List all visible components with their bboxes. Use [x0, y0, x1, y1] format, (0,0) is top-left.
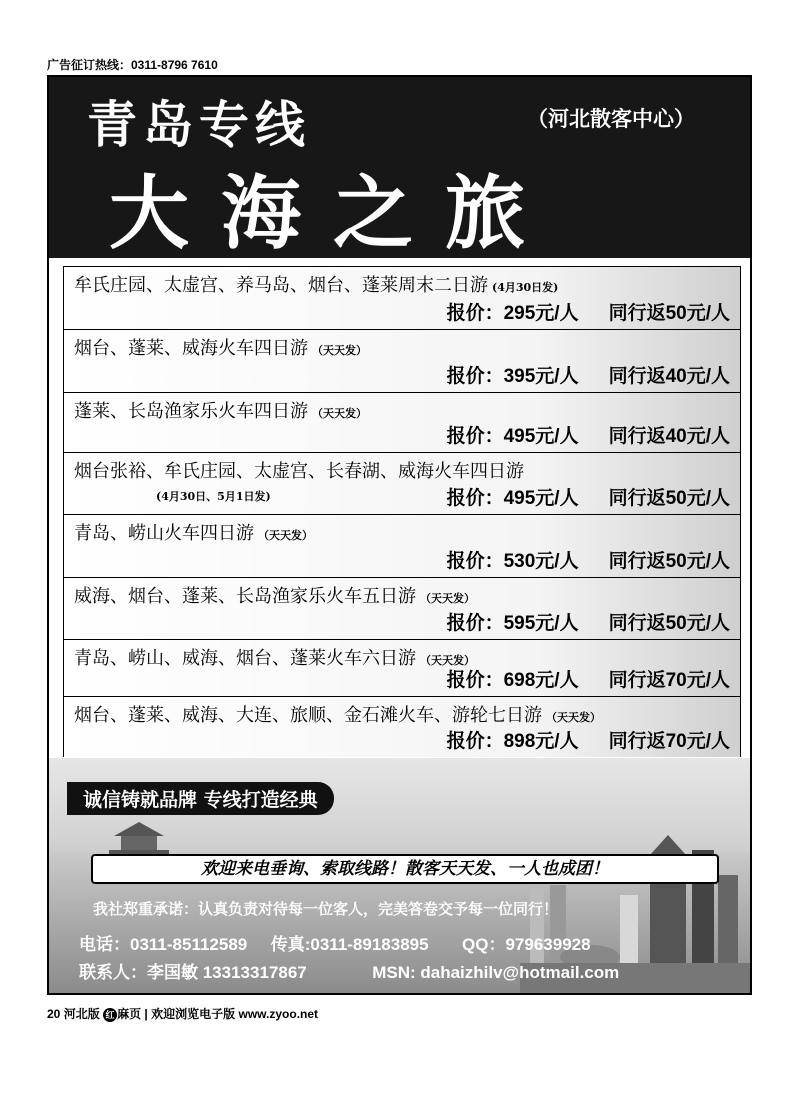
route-price: 报价：295元/人: [446, 303, 579, 324]
welcome-banner: 欢迎来电垂询、索取线路！散客天天发、一人也成团！: [91, 854, 719, 884]
route-note: （天天发）: [420, 654, 475, 667]
route-price: 报价：395元/人: [446, 366, 579, 387]
route-row: [63, 329, 741, 392]
route-note: （天天发）: [420, 592, 475, 605]
ad-hotline: 广告征订热线：0311-8796 7610: [47, 58, 218, 72]
main-title: 大海之旅: [109, 166, 557, 260]
route-note: （天天发）: [258, 529, 313, 542]
msn: MSN: dahaizhilv@hotmail.com: [372, 963, 620, 982]
route-note: （天天发）: [312, 344, 367, 357]
peer-rebate: 同行返40元/人: [608, 426, 730, 447]
page-number: 20: [47, 1007, 61, 1021]
route-row: [63, 392, 741, 452]
route-row: [63, 639, 741, 696]
peer-rebate: 同行返70元/人: [608, 670, 730, 691]
route-price: 报价：595元/人: [446, 613, 579, 634]
route-name: 威海、烟台、蓬莱、长岛渔家乐火车五日游: [74, 586, 416, 607]
route-row: [63, 514, 741, 577]
pavilion-image: [109, 818, 169, 858]
ad-header: [49, 77, 750, 258]
footer-note: 欢迎浏览电子版: [151, 1007, 236, 1021]
peer-rebate: 同行返40元/人: [608, 366, 730, 387]
route-name: 烟台、蓬莱、威海火车四日游: [74, 338, 308, 359]
route-price: 报价：530元/人: [446, 551, 579, 572]
route-price: 报价：495元/人: [446, 426, 579, 447]
route-name: 烟台张裕、牟氏庄园、太虚宫、长春湖、威海火车四日游: [74, 461, 524, 482]
footer-divider: |: [144, 1007, 148, 1021]
route-row: [63, 577, 741, 639]
qq: QQ：979639928: [462, 935, 591, 954]
route-name: 蓬莱、长岛渔家乐火车四日游: [74, 401, 308, 422]
peer-rebate: 同行返50元/人: [608, 488, 730, 509]
slogan-banner: 诚信铸就品牌 专线打造经典: [67, 782, 334, 815]
route-name: 烟台、蓬莱、威海、大连、旅顺、金石滩火车、游轮七日游: [74, 705, 542, 726]
route-price: 报价：698元/人: [446, 670, 579, 691]
peer-rebate: 同行返70元/人: [608, 731, 730, 752]
route-name: 青岛、崂山火车四日游: [74, 523, 254, 544]
page-footer: [47, 1005, 318, 1022]
promise-text: 我社郑重承诺：认真负责对待每一位客人，完美答卷交予每一位同行！: [93, 900, 559, 918]
route-name: 青岛、崂山、威海、烟台、蓬莱火车六日游: [74, 648, 416, 669]
fax: 传真:0311-89183895: [270, 935, 429, 954]
badge-icon: 红: [103, 1008, 117, 1022]
route-dates: (4月30日、5月1日发): [156, 490, 271, 503]
route-title: 青岛专线: [87, 95, 311, 154]
route-row: [63, 452, 741, 514]
phone: 电话：0311-85112589: [79, 935, 248, 954]
website-link[interactable]: www.zyoo.net: [238, 1007, 319, 1021]
agency-subtitle: （河北散客中心）: [527, 106, 695, 131]
peer-rebate: 同行返50元/人: [608, 613, 730, 634]
route-note: （天天发）: [312, 407, 367, 420]
peer-rebate: 同行返50元/人: [608, 551, 730, 572]
contact-person: 联系人：李国敏 13313317867: [79, 963, 307, 982]
route-name: 牟氏庄园、太虚宫、养马岛、烟台、蓬莱周末二日游: [74, 275, 488, 296]
edition: 河北版: [63, 1007, 100, 1021]
peer-rebate: 同行返50元/人: [608, 303, 730, 324]
route-price: 报价：495元/人: [446, 488, 579, 509]
route-row: [63, 696, 741, 757]
contact-section: [49, 758, 750, 995]
section: 麻页: [117, 1007, 142, 1021]
route-row: [63, 266, 741, 329]
travel-ad: [47, 75, 752, 995]
route-price: 报价：898元/人: [446, 731, 579, 752]
route-note: （天天发）: [546, 711, 601, 724]
route-note: (4月30日发): [492, 281, 559, 294]
